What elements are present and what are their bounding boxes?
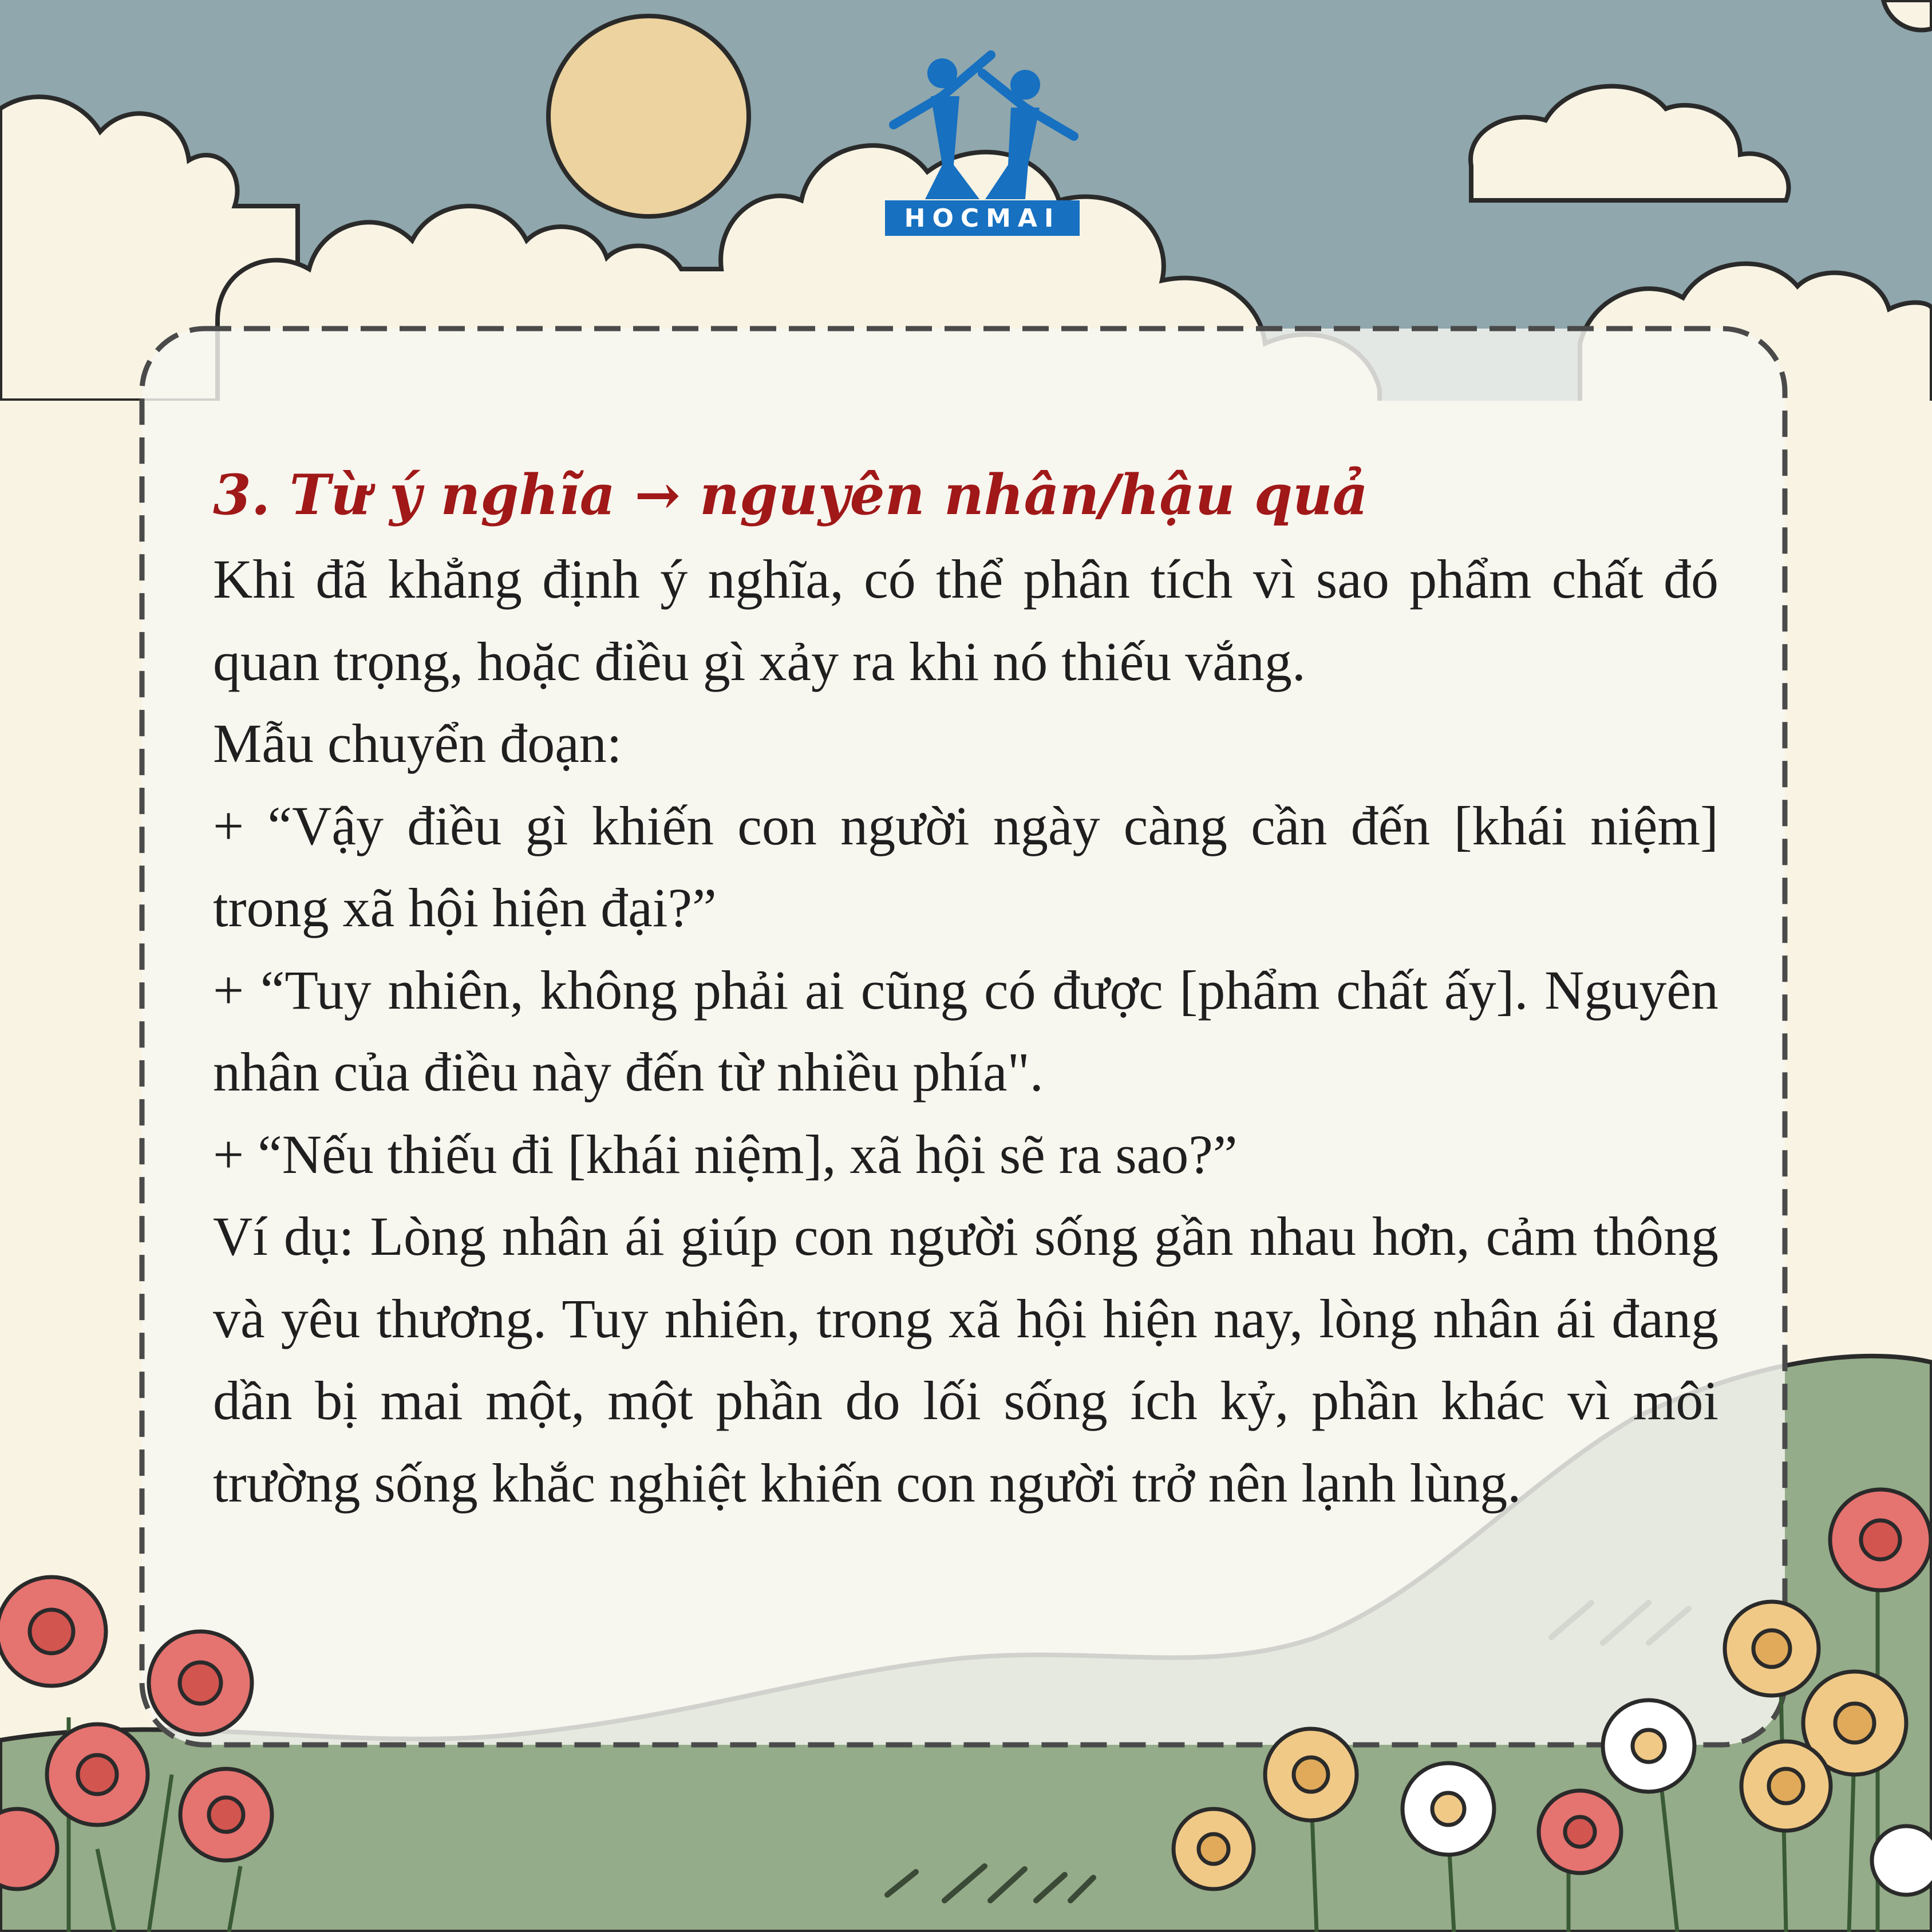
intro-paragraph: Khi đã khẳng định ý nghĩa, có thể phân tích vì sao phẩm chất đó quan trọng, hoặc điều gì xảy ra khi nó thiếu vắng.: [213, 548, 1718, 692]
example-paragraph: Ví dụ: Lòng nhân ái giúp con người sống gần nhau hơn, cảm thông và yêu thương. Tuy nhiên, trong xã hội hiện nay, lòng nhân ái đang dần bị mai một, một phần do lối sống ích kỷ, phần khác vì môi trường sống khắc nghiệt khiến con người trở nên lạnh lùng.: [213, 1206, 1718, 1514]
template-label: Mẫu chuyển đoạn:: [213, 713, 622, 774]
template-item-2: + “Tuy nhiên, không phải ai cũng có được [phẩm chất ấy]. Nguyên nhân của điều này đến từ nhiều phía".: [213, 959, 1718, 1103]
logo-wordmark: HOCMAI: [885, 200, 1080, 236]
sun-icon: [548, 16, 749, 216]
content-text-block: [213, 452, 1718, 1524]
template-item-1: + “Vậy điều gì khiến con người ngày càng cần đến [khái niệm] trong xã hội hiện đại?”: [213, 795, 1718, 938]
section-heading: 3. Từ ý nghĩa → nguyên nhân/hậu quả: [213, 463, 1368, 527]
template-item-3: + “Nếu thiếu đi [khái niệm], xã hội sẽ ra sao?”: [213, 1123, 1238, 1185]
